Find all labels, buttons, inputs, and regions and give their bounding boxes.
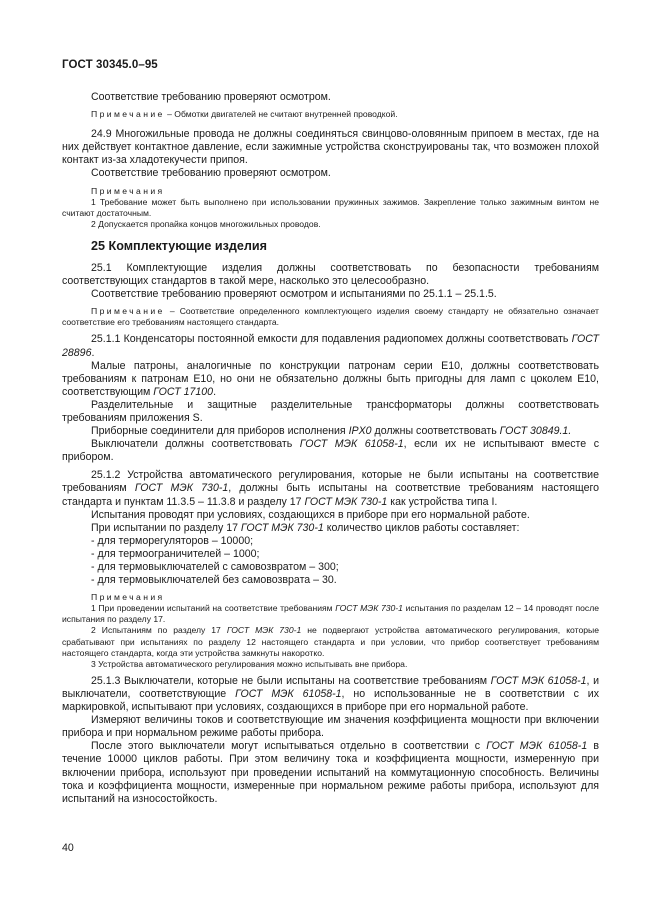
list-item: - для терморегуляторов – 10000;	[91, 534, 254, 547]
cycles-list	[62, 535, 599, 587]
reference: ГОСТ МЭК 61058-1	[490, 674, 587, 687]
text: , но использованные не в соответствии с их маркировкой, испытывают при условиях, создающихся в приборе при его нормальной работе.	[62, 687, 600, 714]
clause-25-1-2	[62, 469, 599, 508]
text: количество циклов работы составляет:	[323, 521, 520, 534]
paragraph: Разделительные и защитные разделительные трансформаторы должны соответствовать требованиям приложения S.	[62, 398, 599, 424]
note-item: 2 Допускается пропайка концов многожильных проводов.	[91, 218, 321, 229]
code: IPX0	[348, 425, 372, 438]
note-item: 3 Устройства автоматического регулирования можно испытывать вне прибора.	[91, 658, 408, 669]
paragraph: Измеряют величины токов и соответствующие им значения коэффициента мощности при включении прибора и при нормальном режиме работы прибора.	[62, 714, 599, 740]
reference: ГОСТ МЭК 730-1	[335, 603, 403, 614]
text: После этого выключатели могут испытываться отдельно в соответствии с	[91, 740, 487, 753]
text: 25.1.2 Устройства автоматического регулирования, которые не были испытаны на соответствие требованиям	[62, 469, 599, 495]
text: .	[91, 346, 95, 359]
reference: ГОСТ МЭК 61058-1	[486, 740, 588, 753]
list-item: - для термоограничителей – 1000;	[91, 547, 260, 560]
paragraph: Соответствие требованию проверяют осмотром.	[91, 91, 331, 103]
text: должны соответствовать	[371, 425, 500, 438]
text: испытания по разделам 12 – 14 проводят после испытания по разделу 17.	[62, 603, 599, 625]
paragraph	[62, 360, 599, 399]
note-label: Примечание	[91, 306, 165, 317]
text: 2 Испытаниям по разделу 17	[91, 625, 227, 636]
clause-25-1: 25.1 Комплектующие изделия должны соответствовать по безопасности требованиям соответствующих стандартов в такой мере, насколько это целесообразно.	[62, 261, 599, 288]
document-header: ГОСТ 30345.0–95	[62, 59, 158, 71]
reference: ГОСТ МЭК 730-1	[304, 495, 388, 508]
text: как устройства типа I.	[387, 495, 498, 508]
note-item	[62, 625, 599, 658]
clause-25-1-1	[62, 333, 599, 359]
text: 25.1.3 Выключатели, которые не были испытаны на соответствие требованиям	[91, 674, 491, 687]
page-number: 40	[62, 842, 74, 854]
paragraph	[62, 425, 599, 438]
reference: ГОСТ МЭК 61058-1	[235, 687, 342, 700]
paragraph: Испытания проводят при условиях, создающихся в приборе при его нормальной работе.	[91, 508, 530, 521]
reference: ГОСТ МЭК 730-1	[240, 521, 324, 534]
notes-heading: Примечания	[91, 185, 165, 196]
note-text: – Соответствие определенного комплектующего изделия своему стандарту не обязательно означает соответствие его требованиям настоящего стандарта.	[62, 306, 599, 328]
text: .	[213, 385, 217, 398]
text: 1 При проведении испытаний на соответствие требованиям	[91, 603, 336, 614]
text: , и выключатели, соответствующие	[62, 674, 599, 700]
notes-heading: Примечания	[91, 592, 165, 603]
text: не подвергают устройства автоматического регулирования, которые срабатывают при испытаниях по разделу 12 настоящего стандарта и при условии, что прибор соответствует требованиям настоящего стандарта, когда эти устройства замкнуты накоротко.	[62, 625, 600, 658]
reference: ГОСТ МЭК 61058-1	[299, 438, 404, 451]
note	[62, 306, 599, 328]
clause-25-1-3	[62, 675, 599, 714]
paragraph	[62, 740, 599, 805]
paragraph	[62, 522, 599, 535]
note-label: Примечание	[91, 109, 165, 120]
list-item: - для термовыключателей без самовозврата – 30.	[91, 574, 337, 587]
text: в течение 10000 циклов работы. При этом величину тока и коэффициента мощности, измеренную при включении прибора, используют при проведении испытаний на коммутационную способность. Величины тока и коэффициента мощности, измеренные при нормальном режиме работы прибора, используют для испытаний на износостойкость.	[62, 740, 599, 805]
text: Малые патроны, аналогичные по конструкции патронам серии Е10, должны соответствовать требованиям к патронам Е10, но они не обязательно должны быть пригодны для ламп с цоколем Е10, соответствующим	[62, 359, 599, 398]
note-item	[62, 603, 599, 625]
text: Приборные соединители для приборов исполнения	[91, 425, 349, 438]
text: При испытании по разделу 17	[91, 521, 241, 534]
note	[62, 109, 599, 120]
reference: ГОСТ 30849.1.	[499, 425, 572, 438]
text: , если их не испытывают вместе с прибором.	[62, 438, 600, 464]
document-body	[62, 91, 599, 806]
text: 25.1.1 Конденсаторы постоянной емкости для подавления радиопомех должны соответствовать	[91, 333, 572, 346]
reference: ГОСТ 17100	[153, 385, 214, 398]
paragraph: Соответствие требованию проверяют осмотром и испытаниями по 25.1.1 – 25.1.5.	[91, 288, 497, 301]
reference: ГОСТ МЭК 730-1	[134, 482, 229, 495]
list-item: - для термовыключателей с самовозвратом – 300;	[91, 561, 339, 573]
text: Выключатели должны соответствовать	[91, 438, 300, 451]
section-title: 25 Комплектующие изделия	[91, 238, 267, 253]
note-item: 1 Требование может быть выполнено при использовании пружинных зажимов. Закрепление только зажимным винтом не считают достаточным.	[62, 196, 599, 218]
clause-24-9: 24.9 Многожильные провода не должны соединяться свинцово-оловянным припоем в местах, где на них действует контактное давление, если зажимные устройства сконструированы так, что возможен плохой контакт из-за хладотекучести припоя.	[62, 128, 599, 167]
text: , должны быть испытаны на соответствие требованиям настоящего стандарта и пунктам 11.3.5 – 11.3.8 и разделу 17	[62, 482, 600, 508]
reference: ГОСТ 28896	[62, 333, 599, 359]
paragraph	[62, 438, 599, 464]
reference: ГОСТ МЭК 730-1	[226, 625, 302, 636]
paragraph: Соответствие требованию проверяют осмотром.	[91, 167, 331, 180]
note-text: – Обмотки двигателей не считают внутренней проводкой.	[164, 109, 398, 120]
